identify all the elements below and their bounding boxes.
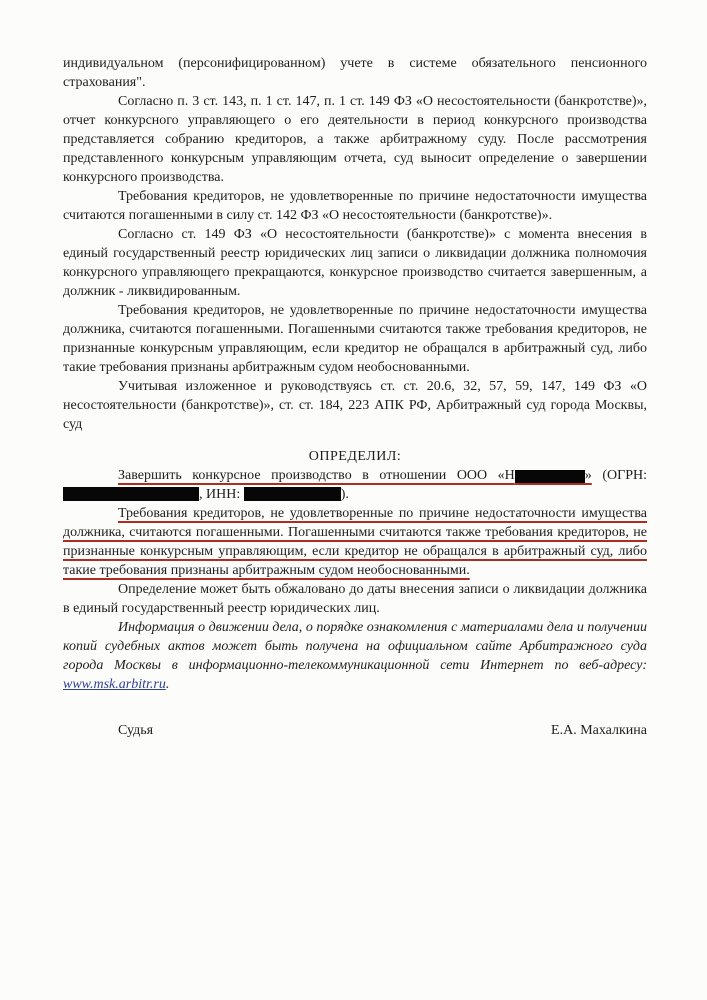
inn-label: , ИНН: xyxy=(199,487,244,502)
ruling-text-end: ). xyxy=(340,487,349,502)
ruling-text-quote-close: » xyxy=(584,468,592,483)
resolution-heading: ОПРЕДЕЛИЛ: xyxy=(308,449,402,464)
paragraph-art-143-147-149: Согласно п. 3 ст. 143, п. 1 ст. 147, п. 1 ст. 149 ФЗ «О несостоятельности (банкротстве)», отчет конкурсного управляющего о его деятельности в период конкурсного производства представляется собранию кредиторов, а также арбитражному суду. После рассмотрения представленного конкурсным управляющим отчета, суд выносит определение о завершении конкурсного производства. xyxy=(63,94,647,185)
court-website-link[interactable]: www.msk.arbitr.ru xyxy=(63,677,166,692)
paragraph-guided-by-articles: Учитывая изложенное и руководствуясь ст. ст. 20.6, 32, 57, 59, 147, 149 ФЗ «О несостоятельности (банкротстве)», ст. ст. 184, 223 АПК РФ, Арбитражный суд города Москвы, суд xyxy=(63,379,647,432)
case-info-period: . xyxy=(165,677,170,692)
ruling-claims-extinguished: Требования кредиторов, не удовлетворенные по причине недостаточности имущества должника, считаются погашенными. Погашенными считаются также требования кредиторов, не признанные конкурсным управляющим, если кредитор не обращался в арбитражный суд, либо такие требования признаны арбитражным судом необоснованными. xyxy=(63,506,647,578)
redaction-box-company-name xyxy=(515,470,585,485)
redaction-box-inn xyxy=(244,487,341,501)
judge-label: Судья xyxy=(118,723,154,738)
paragraph-case-info xyxy=(63,618,647,694)
paragraph-pension-accounting: индивидуальном (персонифицированном) учете в системе обязательного пенсионного страхования". xyxy=(63,56,647,90)
paragraph-art-149-liquidation: Согласно ст. 149 ФЗ «О несостоятельности (банкротстве)» с момента внесения в единый государственный реестр юридических лиц записи о ликвидации должника полномочия конкурсного управляющего прекращаются, конкурсное производство считается завершенным, а должник - ликвидированным. xyxy=(63,227,647,299)
ruling-line-company xyxy=(63,466,647,485)
redaction-box-ogrn xyxy=(63,487,199,501)
paragraph-creditor-claims-extinguished: Требования кредиторов, не удовлетворенные по причине недостаточности имущества должника, считаются погашенными. Погашенными считаются также требования кредиторов, не признанные конкурсным управляющим, если кредитор не обращался в арбитражный суд, либо такие требования признаны арбитражным судом необоснованными. xyxy=(63,303,647,375)
underlined-ruling-text xyxy=(118,468,592,483)
signature-row xyxy=(63,721,647,740)
judge-name: Е.А. Махалкина xyxy=(551,723,647,738)
paragraph-art-142: Требования кредиторов, не удовлетворенные по причине недостаточности имущества считаются погашенными в силу ст. 142 ФЗ «О несостоятельности (банкротстве)». xyxy=(63,189,647,223)
case-info-text: Информация о движении дела, о порядке ознакомления с материалами дела и получении копий судебных актов может быть получена на официальном сайте Арбитражного суда города Москвы в информационно-телекоммуникационной сети Интернет по веб-адресу: xyxy=(63,620,647,673)
ruling-text-start: Завершить конкурсное производство в отношении ООО «Н xyxy=(118,468,515,483)
ruling-terminate-proceedings xyxy=(63,466,647,504)
ogrn-label: (ОГРН: xyxy=(602,468,647,483)
ruling-line-registration-numbers xyxy=(63,485,647,504)
paragraph-appeal-terms: Определение может быть обжаловано до даты внесения записи о ликвидации должника в единый государственный реестр юридических лиц. xyxy=(63,582,647,616)
